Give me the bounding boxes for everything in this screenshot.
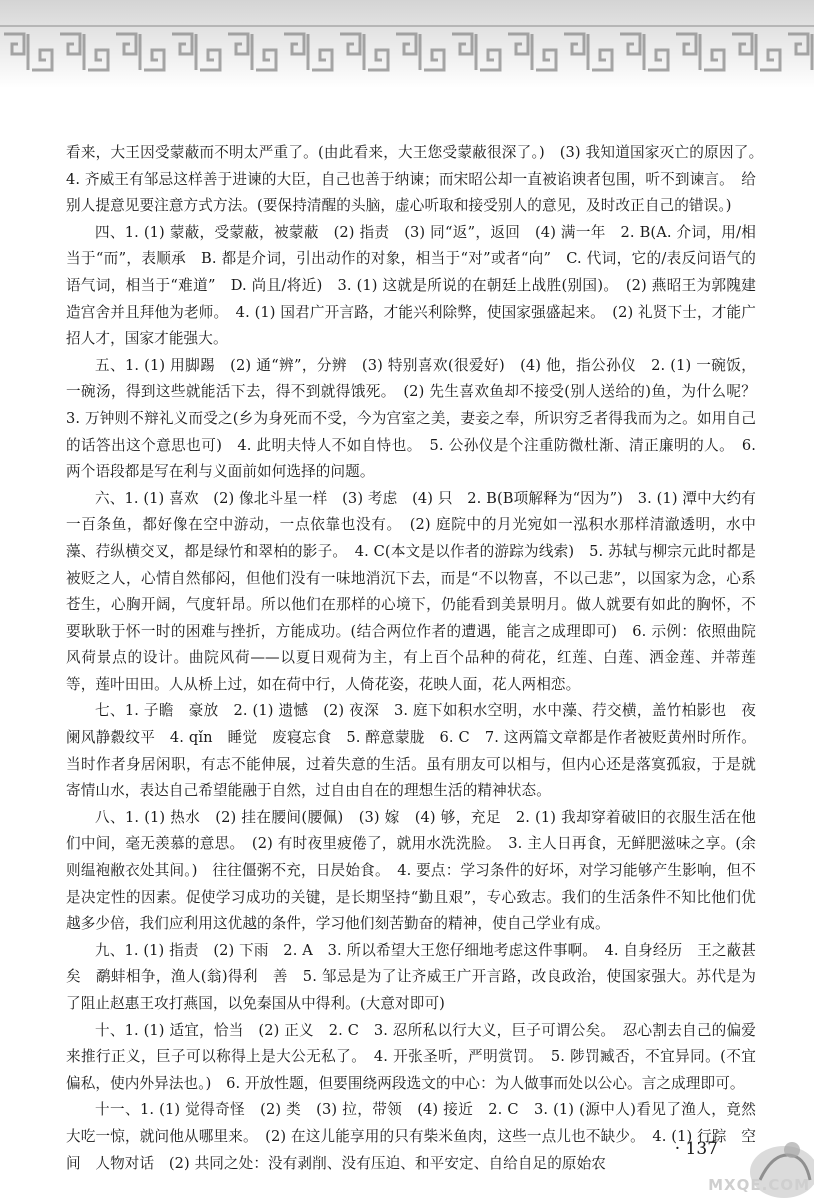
fretwork-pattern-icon	[0, 0, 814, 88]
watermark: MXQE.COM	[708, 1176, 810, 1194]
page-number: · 137	[674, 1139, 718, 1159]
paragraph-section-8: 八、1. (1) 热水 (2) 挂在腰间(腰佩) (3) 嫁 (4) 够，充足 2. (1) 我却穿着破旧的衣服生活在他们中间，毫无羡慕的意思。 (2) 有时夜里疲倦了，就用水洗洗脸。 3. 主人日再食，无鲜肥滋味之享。(余则缊袍敝衣处其间。) 往往僵粥不充，日昃始食。 4. 要点：学习条件的好坏，对学习能够产生影响，但不是决定性的因素。促使学习成功的关键，是长期坚持“勤且艰”，专心致志。我们的生活条件不知比他们优越多少倍，我们应利用这优越的条件，学习他们刻苦勤奋的精神，使自己学业有成。	[66, 808, 756, 933]
paragraph-section-10: 十、1. (1) 适宜，恰当 (2) 正义 2. C 3. 忍所私以行大义，巨子可谓公矣。 忍心割去自己的偏爱来推行正义，巨子可以称得上是大公无私了。 4. 开张圣听，严明赏罚。 5. 陟罚臧否，不宜异同。(不宜偏私，使内外异法也。) 6. 开放性题，但要围绕两段选文的中心：为人做事而处以公心。言之成理即可。	[66, 1021, 756, 1092]
paragraph-continuation: 看来，大王因受蒙蔽而不明太严重了。(由此看来，大王您受蒙蔽很深了。) (3) 我知道国家灭亡的原因了。 4. 齐威王有邹忌这样善于进谏的大臣，自己也善于纳谏；而宋昭公却一直被谄谀者包围，听不到谏言。 给别人提意见要注意方式方法。(要保持清醒的头脑，虚心听取和接受别人的意见，及时改正自己的错误。)	[66, 144, 771, 215]
paragraph-section-9: 九、1. (1) 指责 (2) 下雨 2. A 3. 所以希望大王您仔细地考虑这件事啊。 4. 自身经历 王之蔽甚矣 鹬蚌相争，渔人(翁)得利 善 5. 邹忌是为了让齐威王广开言路，改良政治，使国家强大。苏代是为了阻止赵惠王攻打燕国，以免秦国从中得利。(大意对即可)	[66, 941, 756, 1012]
answer-text	[66, 140, 771, 1177]
paragraph-section-4: 四、1. (1) 蒙蔽，受蒙蔽，被蒙蔽 (2) 指责 (3) 同“返”，返回 (4) 满一年 2. B(A. 介词，用/相当于“而”，表顺承 B. 都是介词，引出动作的对象，相当于“对”或者“向” C. 代词，它的/表反问语气的语气词，相当于“难道” D. 尚且/将近) 3. (1) 这就是所说的在朝廷上战胜(别国)。 (2) 燕昭王为郭隗建造宫舍并且拜他为老师。 4. (1) 国君广开言路，才能兴利除弊，使国家强盛起来。 (2) 礼贤下士，才能广招人才，国家才能强大。	[66, 223, 756, 348]
paragraph-section-5: 五、1. (1) 用脚踢 (2) 通“辨”，分辨 (3) 特别喜欢(很爱好) (4) 他，指公孙仪 2. (1) 一碗饭，一碗汤，得到这些就能活下去，得不到就得饿死。 (2) 先生喜欢鱼却不接受(别人送给的)鱼，为什么呢？ 3. 万钟则不辩礼义而受之(乡为身死而不受，今为宫室之美，妻妾之奉，所识穷乏者得我而为之。如用自己的话答出这个意思也可) 4. 此明夫恃人不如自恃也。 5. 公孙仪是个注重防微杜渐、清正廉明的人。 6. 两个语段都是写在利与义面前如何选择的问题。	[66, 356, 771, 481]
decorative-banner	[0, 0, 814, 88]
paragraph-section-7: 七、1. 子瞻 豪放 2. (1) 遗憾 (2) 夜深 3. 庭下如积水空明，水中藻、荇交横，盖竹柏影也 夜阑风静縠纹平 4. qǐn 睡觉 废寝忘食 5. 醉意蒙胧 6. C 7. 这两篇文章都是作者被贬黄州时所作。当时作者身居闲职，有志不能伸展，过着失意的生活。虽有朋友可以相与，但内心还是落寞孤寂，于是就寄情山水，表达自己希望能融于自然，过自由自在的理想生活的精神状态。	[66, 702, 756, 800]
paragraph-section-6: 六、1. (1) 喜欢 (2) 像北斗星一样 (3) 考虑 (4) 只 2. B(B项解释为“因为”) 3. (1) 潭中大约有一百条鱼，都好像在空中游动，一点依靠也没有。 (2) 庭院中的月光宛如一泓积水那样清澈透明，水中藻、荇纵横交叉，都是绿竹和翠柏的影子。 4. C(本文是以作者的游踪为线索) 5. 苏轼与柳宗元此时都是被贬之人，心情自然郁闷，但他们没有一味地消沉下去，而是“不以物喜，不以己悲”，以国家为念，心系苍生，心胸开阔，气度轩昂。所以他们在那样的心境下，仍能看到美景明月。做人就要有如此的胸怀，不要耿耿于怀一时的困难与挫折，方能成功。(结合两位作者的遭遇，能言之成理即可) 6. 示例：依照曲院风荷景点的设计。曲院风荷——以夏日观荷为主，有上百个品种的荷花，红莲、白莲、洒金莲、并蒂莲等，莲叶田田。人从桥上过，如在荷中行，人倚花姿，花映人面，花人两相恋。	[66, 489, 756, 693]
paragraph-section-11: 十一、1. (1) 觉得奇怪 (2) 类 (3) 拉，带领 (4) 接近 2. C 3. (1) (源中人)看见了渔人，竟然大吃一惊，就问他从哪里来。 (2) 在这儿能享用的只有柴米鱼肉，这些一点儿也不缺少。 4. (1) 行踪 空间 人物对话 (2) 共同之处：没有剥削、没有压迫、和平安定、自给自足的原始农	[66, 1101, 756, 1172]
